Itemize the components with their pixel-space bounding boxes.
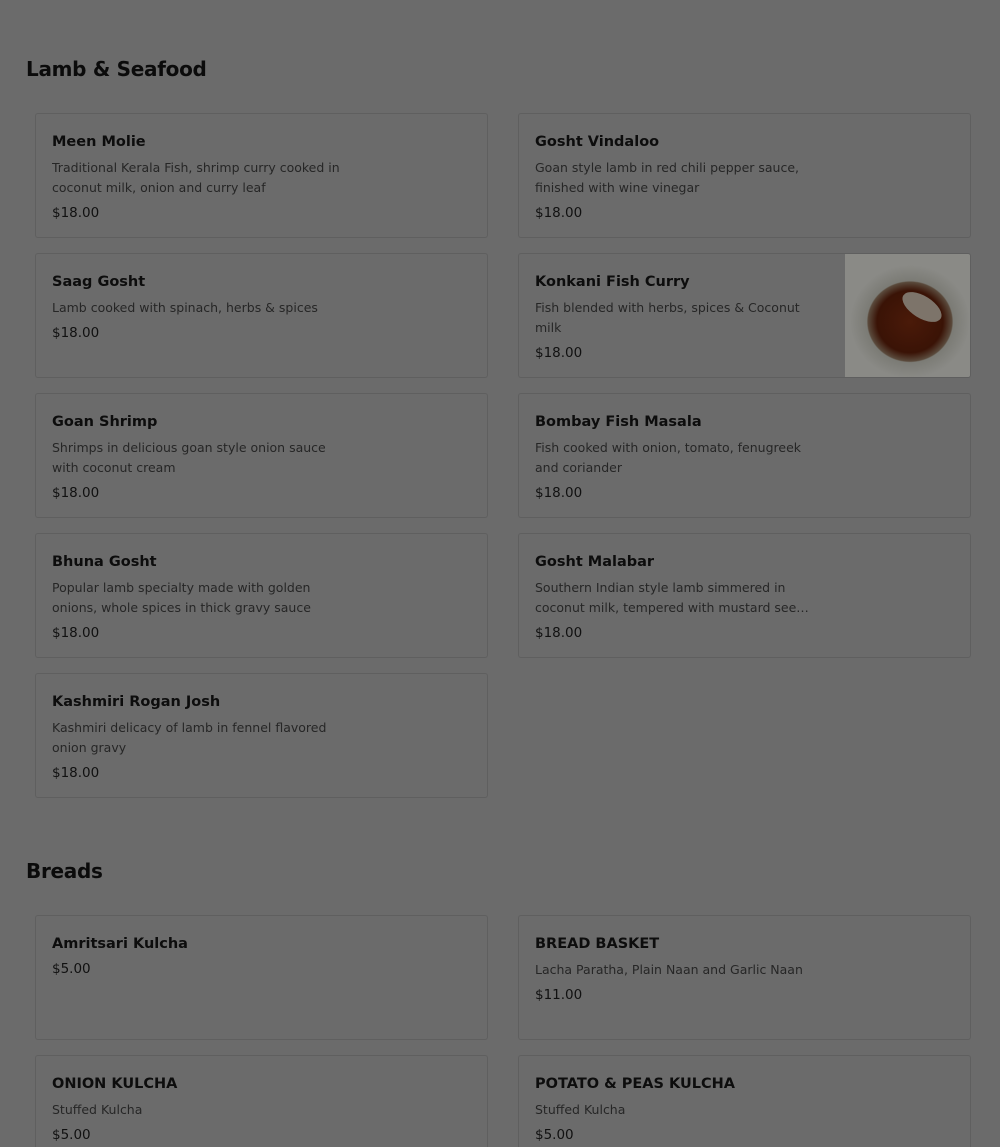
- menu-item-info: [535, 132, 825, 223]
- menu-item-description: Stuffed Kulcha: [52, 1102, 143, 1117]
- menu-item-description: Traditional Kerala Fish, shrimp curry cooked in coconut milk, onion and curry leaf: [52, 160, 340, 195]
- menu-item-card[interactable]: [518, 113, 971, 238]
- menu-item-card[interactable]: [518, 1055, 971, 1147]
- fish-piece-graphic: [898, 286, 947, 328]
- menu-item-info: [535, 552, 825, 643]
- menu-item-description: Kashmiri delicacy of lamb in fennel flavored onion gravy: [52, 720, 327, 755]
- section-title-lamb-seafood: Lamb & Seafood: [26, 57, 207, 81]
- menu-item-info: [535, 1074, 825, 1145]
- menu-item-name: Bhuna Gosht: [52, 554, 157, 570]
- menu-item-info: [535, 272, 825, 363]
- menu-item-description: Southern Indian style lamb simmered in coconut milk, tempered with mustard see…: [535, 580, 809, 615]
- menu-item-card[interactable]: [35, 1055, 488, 1147]
- menu-item-price: $11.00: [535, 987, 583, 1003]
- menu-item-price: $5.00: [535, 1127, 574, 1143]
- menu-item-price: $18.00: [535, 485, 583, 501]
- menu-item-name: Gosht Vindaloo: [535, 134, 660, 150]
- menu-item-info: [52, 272, 342, 343]
- menu-item-price: $18.00: [52, 485, 100, 501]
- menu-item-name: Meen Molie: [52, 134, 146, 150]
- menu-item-description: Fish cooked with onion, tomato, fenugreek and coriander: [535, 440, 802, 475]
- menu-item-name: Saag Gosht: [52, 274, 146, 290]
- menu-item-name: POTATO & PEAS KULCHA: [535, 1076, 736, 1092]
- menu-item-card[interactable]: [518, 393, 971, 518]
- menu-item-description: Shrimps in delicious goan style onion sauce with coconut cream: [52, 440, 326, 475]
- menu-item-info: [52, 412, 342, 503]
- section-title-breads: Breads: [26, 859, 103, 883]
- menu-item-card[interactable]: [35, 393, 488, 518]
- menu-item-info: [535, 934, 825, 1005]
- menu-item-card[interactable]: [35, 533, 488, 658]
- menu-item-card[interactable]: [518, 253, 971, 378]
- menu-item-price: $18.00: [52, 205, 100, 221]
- menu-item-name: Bombay Fish Masala: [535, 414, 702, 430]
- menu-item-info: [52, 934, 342, 979]
- menu-item-price: $18.00: [52, 325, 100, 341]
- menu-item-name: Gosht Malabar: [535, 554, 655, 570]
- menu-item-name: ONION KULCHA: [52, 1076, 178, 1092]
- menu-item-name: BREAD BASKET: [535, 936, 660, 952]
- menu-item-price: $5.00: [52, 1127, 91, 1143]
- menu-item-photo: [845, 254, 970, 377]
- menu-item-name: Goan Shrimp: [52, 414, 158, 430]
- menu-item-description: Goan style lamb in red chili pepper sauce, finished with wine vinegar: [535, 160, 800, 195]
- menu-item-description: Popular lamb specialty made with golden onions, whole spices in thick gravy sauce: [52, 580, 311, 615]
- menu-item-price: $5.00: [52, 961, 91, 977]
- menu-item-info: [52, 1074, 342, 1145]
- menu-item-info: [52, 692, 342, 783]
- menu-item-info: [52, 552, 342, 643]
- menu-item-price: $18.00: [535, 205, 583, 221]
- menu-item-name: Konkani Fish Curry: [535, 274, 690, 290]
- menu-item-card[interactable]: [35, 673, 488, 798]
- menu-item-price: $18.00: [535, 625, 583, 641]
- menu-item-description: Lacha Paratha, Plain Naan and Garlic Naan: [535, 962, 803, 977]
- menu-item-card[interactable]: [35, 915, 488, 1040]
- menu-item-description: Lamb cooked with spinach, herbs & spices: [52, 300, 318, 315]
- menu-item-name: Amritsari Kulcha: [52, 936, 188, 952]
- menu-item-price: $18.00: [52, 625, 100, 641]
- menu-item-info: [535, 412, 825, 503]
- menu-item-price: $18.00: [535, 345, 583, 361]
- menu-item-card[interactable]: [518, 915, 971, 1040]
- menu-item-description: Fish blended with herbs, spices & Coconut milk: [535, 300, 800, 335]
- menu-item-info: [52, 132, 342, 223]
- menu-item-card[interactable]: [35, 253, 488, 378]
- menu-item-name: Kashmiri Rogan Josh: [52, 694, 221, 710]
- menu-item-card[interactable]: [35, 113, 488, 238]
- menu-item-card[interactable]: [518, 533, 971, 658]
- menu-item-price: $18.00: [52, 765, 100, 781]
- menu-item-description: Stuffed Kulcha: [535, 1102, 626, 1117]
